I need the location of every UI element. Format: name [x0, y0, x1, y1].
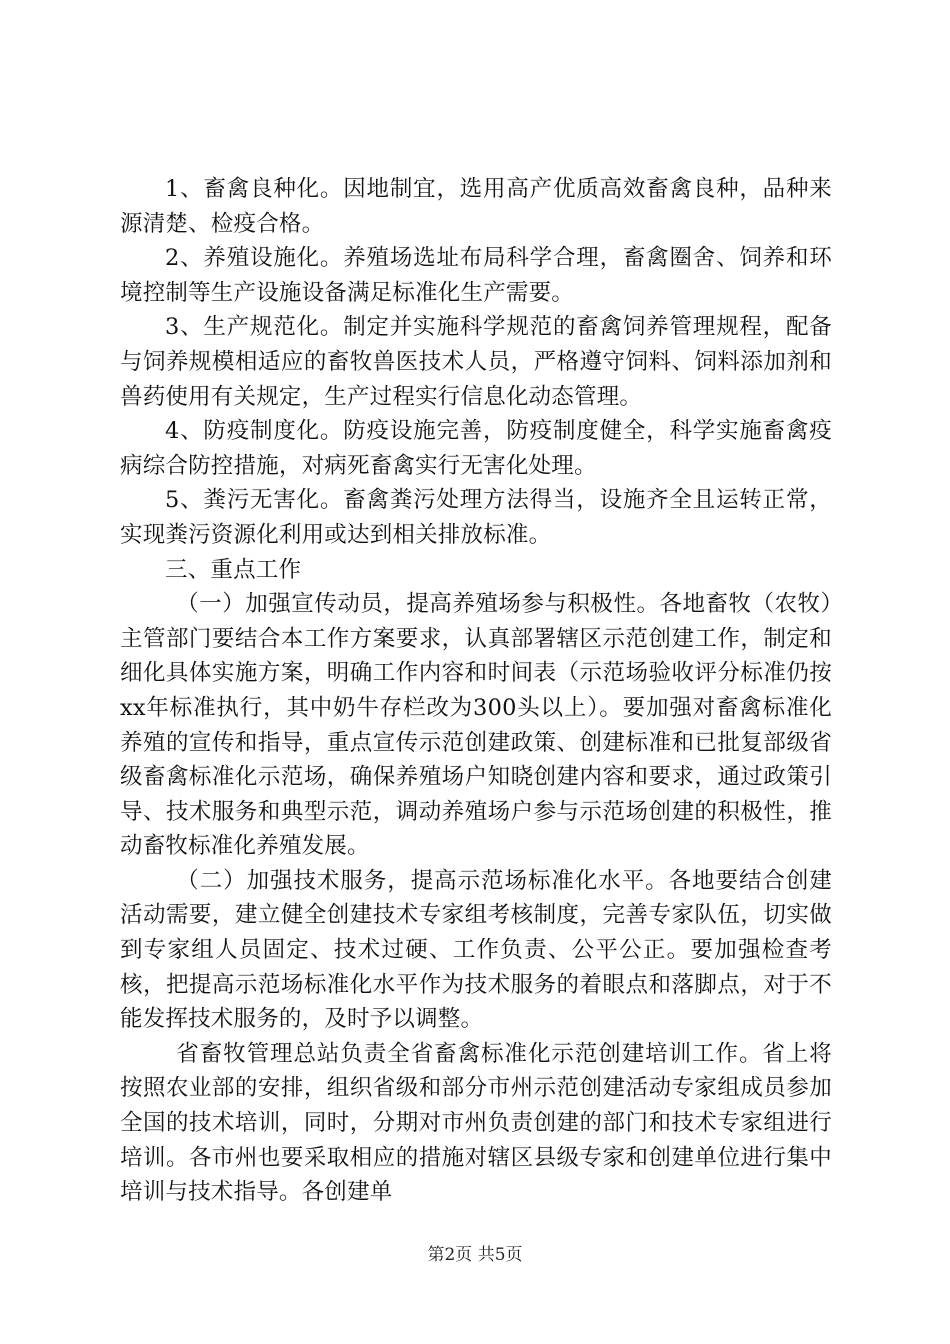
section-heading-key-work: 三、重点工作 — [165, 556, 302, 583]
paragraph-epidemic: 4、防疫制度化。防疫设施完善，防疫制度健全，科学实施畜禽疫病综合防控措施，对病死畜禽实行无害化处理。 — [120, 418, 832, 479]
paragraph-facilities: 2、养殖设施化。养殖场选址布局科学合理，畜禽圈舍、饲养和环境控制等生产设施设备满足标准化生产需要。 — [120, 245, 832, 306]
document-body — [120, 172, 832, 1210]
page-number-footer: 第2页 共5页 — [427, 1245, 523, 1265]
paragraph-technical-service: （二）加强技术服务，提高示范场标准化水平。各地要结合创建活动需要，建立健全创建技术专家组考核制度，完善专家队伍，切实做到专家组人员固定、技术过硬、工作负责、公平公正。要加强检查考核，把提高示范场标准化水平作为技术服务的着眼点和落脚点，对于不能发挥技术服务的，及时予以调整。 — [120, 867, 832, 1033]
paragraph-production: 3、生产规范化。制定并实施科学规范的畜禽饲养管理规程，配备与饲养规模相适应的畜牧兽医技术人员，严格遵守饲料、饲料添加剂和兽药使用有关规定，生产过程实行信息化动态管理。 — [120, 314, 832, 410]
paragraph-publicity: （一）加强宣传动员，提高养殖场参与积极性。各地畜牧（农牧）主管部门要结合本工作方案要求，认真部署辖区示范创建工作，制定和细化具体实施方案，明确工作内容和时间表（示范场验收评分标准仍按xx年标准执行，其中奶牛存栏改为300头以上）。要加强对畜禽标准化养殖的宣传和指导，重点宣传示范创建政策、创建标准和已批复部级省级畜禽标准化示范场，确保养殖场户知晓创建内容和要求，通过政策引导、技术服务和典型示范，调动养殖场户参与示范场创建的积极性，推动畜牧标准化养殖发展。 — [120, 591, 832, 860]
paragraph-waste: 5、粪污无害化。畜禽粪污处理方法得当，设施齐全且运转正常，实现粪污资源化利用或达到相关排放标准。 — [120, 487, 832, 548]
paragraph-breed: 1、畜禽良种化。因地制宜，选用高产优质高效畜禽良种，品种来源清楚、检疫合格。 — [120, 176, 832, 237]
paragraph-training: 省畜牧管理总站负责全省畜禽标准化示范创建培训工作。省上将按照农业部的安排，组织省级和部分市州示范创建活动专家组成员参加全国的技术培训，同时，分期对市州负责创建的部门和技术专家组进行培训。各市州也要采取相应的措施对辖区县级专家和创建单位进行集中培训与技术指导。各创建单 — [120, 1040, 832, 1206]
